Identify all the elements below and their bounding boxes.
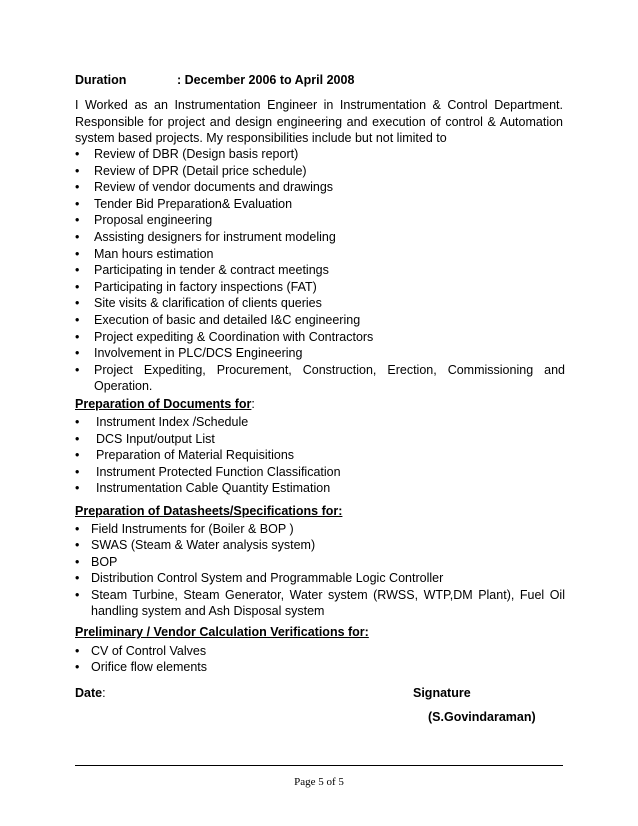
list-item: • Participating in tender & contract meetings [75, 263, 329, 278]
list-item: • Involvement in PLC/DCS Engineering [75, 346, 303, 361]
list-item: • Review of DPR (Detail price schedule) [75, 163, 307, 178]
bullet-icon: • [75, 229, 80, 244]
bullet-icon: • [75, 448, 80, 463]
list-item: • Distribution Control System and Programmable Logic Controller [75, 571, 444, 586]
list-item: • Execution of basic and detailed I&C engineering [75, 312, 361, 327]
intro-paragraph: I Worked as an Instrumentation Engineer in Instrumentation & Control Department. Responsible for project and design engineering and execution of control & Automation system based projects. My responsibilities include but not limited to [75, 98, 563, 145]
list-item: • Project Expediting, Procurement, Construction, Erection, Commissioning and Operation. [75, 362, 565, 394]
bullet-icon: • [75, 362, 80, 377]
list-item: • Instrument Index /Schedule [75, 415, 249, 429]
bullet-icon: • [75, 263, 80, 278]
list-item: • Instrumentation Cable Quantity Estimation [75, 481, 331, 496]
bullet-icon: • [75, 196, 80, 211]
page-number: Page 5 of 5 [294, 776, 344, 788]
bullet-icon: • [75, 213, 80, 228]
responsibilities-list [75, 146, 565, 395]
list-item: • Field Instruments for (Boiler & BOP ) [75, 522, 294, 536]
signature-label: Signature [413, 686, 471, 700]
bullet-icon: • [75, 147, 80, 161]
list-item: • Project expediting & Coordination with Contractors [75, 329, 374, 344]
duration-value: : December 2006 to April 2008 [177, 73, 355, 87]
list-item: • Assisting designers for instrument modeling [75, 229, 336, 244]
bullet-icon: • [75, 538, 80, 553]
bullet-icon: • [75, 246, 80, 261]
bullet-icon: • [75, 481, 80, 496]
date-label: Date: [75, 686, 106, 700]
list-item: • Site visits & clarification of clients queries [75, 296, 322, 311]
bullet-icon: • [75, 329, 80, 344]
list-item: • Proposal engineering [75, 213, 213, 228]
list-item: • CV of Control Valves [75, 644, 207, 658]
bullet-icon: • [75, 644, 80, 658]
list-item: • Instrument Protected Function Classification [75, 464, 341, 479]
calculations-list [75, 643, 565, 676]
signatory-name: (S.Govindaraman) [428, 710, 536, 724]
bullet-icon: • [75, 554, 80, 569]
bullet-icon: • [75, 571, 80, 586]
bullet-icon: • [75, 660, 80, 675]
bullet-icon: • [75, 296, 80, 311]
list-item: • Orifice flow elements [75, 660, 208, 675]
bullet-icon: • [75, 464, 80, 479]
bullet-icon: • [75, 522, 80, 536]
list-item: • SWAS (Steam & Water analysis system) [75, 538, 316, 553]
footer-divider [75, 765, 563, 766]
documents-list [75, 414, 565, 497]
bullet-icon: • [75, 180, 80, 195]
bullet-icon: • [75, 279, 80, 294]
bullet-icon: • [75, 163, 80, 178]
datasheets-list [75, 521, 565, 619]
list-item: • Preparation of Material Requisitions [75, 448, 295, 463]
list-item: • Steam Turbine, Steam Generator, Water system (RWSS, WTP,DM Plant), Fuel Oil handling system and Ash Disposal system [75, 587, 565, 619]
datasheets-heading: Preparation of Datasheets/Specifications for: [75, 504, 343, 518]
bullet-icon: • [75, 312, 80, 327]
list-item: • Man hours estimation [75, 246, 214, 261]
list-item: • DCS Input/output List [75, 431, 215, 446]
bullet-icon: • [75, 346, 80, 361]
documents-heading: Preparation of Documents for: [75, 397, 255, 411]
duration-label: Duration [75, 73, 127, 87]
calculations-heading: Preliminary / Vendor Calculation Verifications for: [75, 625, 369, 639]
bullet-icon: • [75, 415, 80, 429]
list-item: • Tender Bid Preparation& Evaluation [75, 196, 293, 211]
bullet-icon: • [75, 431, 80, 446]
list-item: • Review of vendor documents and drawings [75, 180, 334, 195]
bullet-icon: • [75, 587, 80, 602]
list-item: • Participating in factory inspections (FAT) [75, 279, 317, 294]
list-item: • Review of DBR (Design basis report) [75, 147, 299, 161]
list-item: • BOP [75, 554, 118, 569]
